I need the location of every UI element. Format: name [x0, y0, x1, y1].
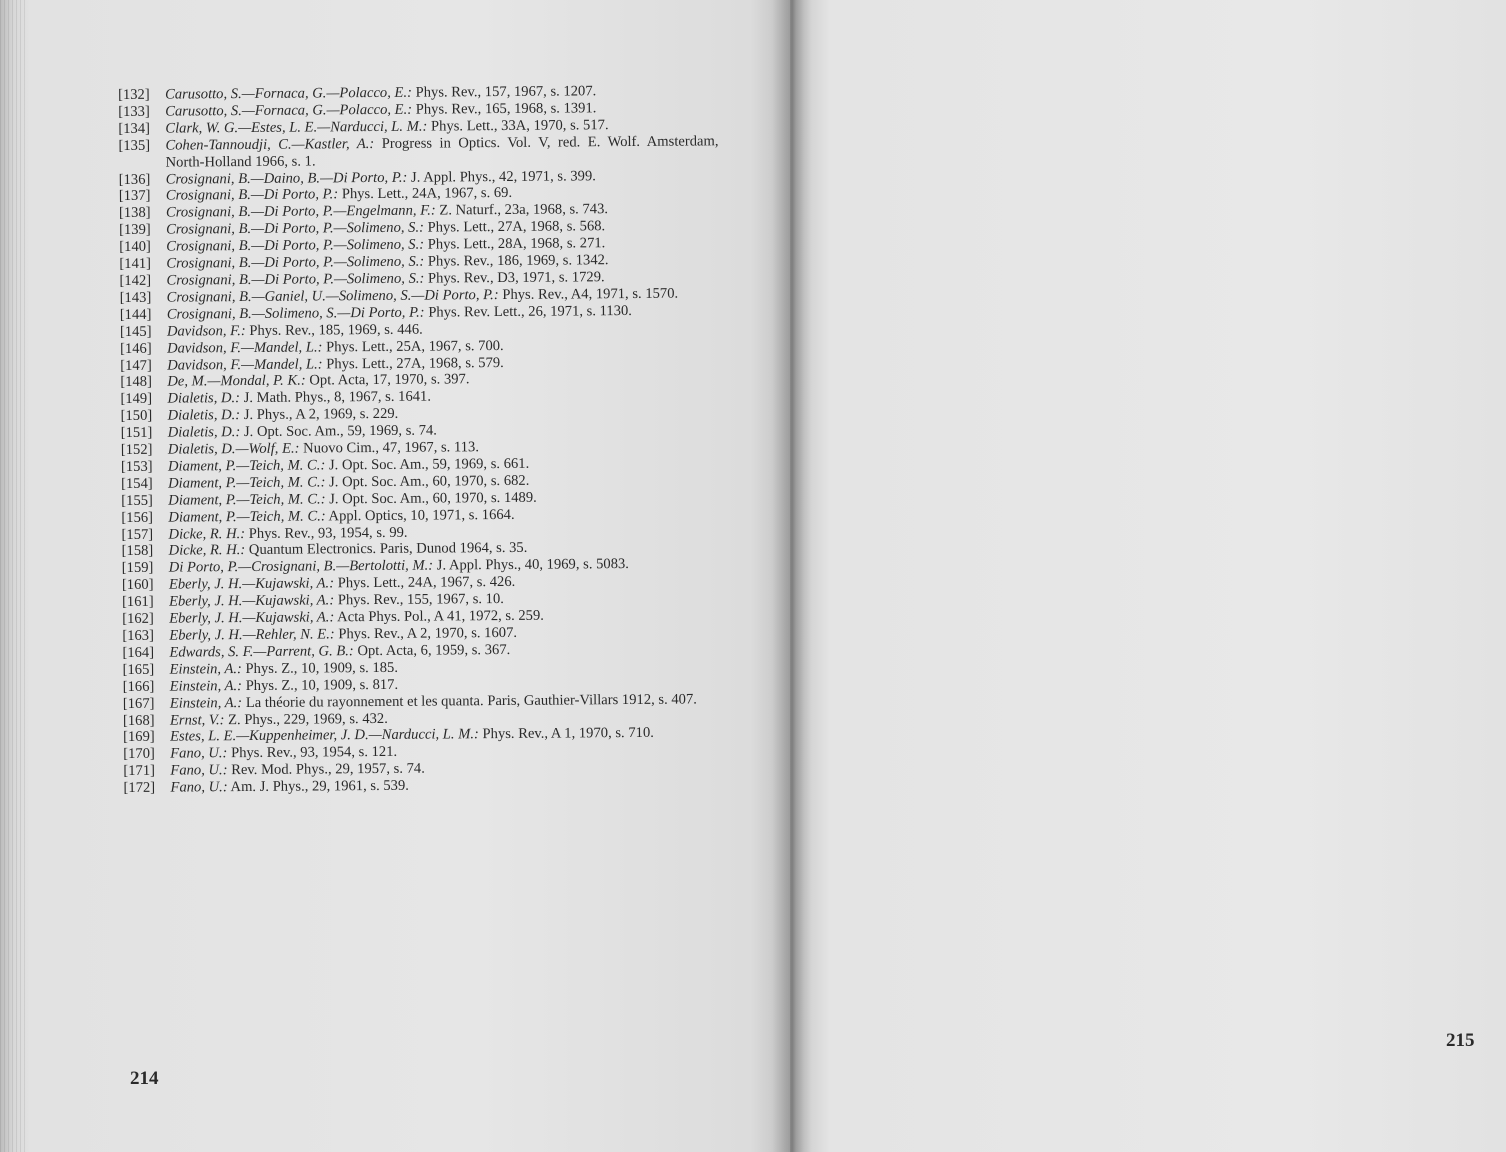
reference-source: Phys. Lett., 33A, 1970, s. 517.	[430, 116, 609, 135]
reference-authors: Fano, U.:	[170, 779, 228, 796]
page-number-left: 214	[130, 1068, 159, 1089]
reference-authors: Einstein, A.:	[169, 660, 242, 678]
reference-authors: Carusotto, S.—Fornaca, G.—Polacco, E.:	[164, 84, 412, 103]
reference-authors: Crosignani, B.—Di Porto, P.—Engelmann, F.:	[165, 202, 436, 221]
reference-authors: Diament, P.—Teich, M. C.:	[168, 474, 326, 492]
reference-number: [132]	[118, 86, 150, 103]
reference-number: [164]	[122, 644, 155, 661]
reference-authors: Fano, U.:	[170, 762, 228, 779]
reference-authors: Davidson, F.—Mandel, L.:	[166, 338, 323, 357]
reference-number: [149]	[120, 391, 153, 408]
reference-number: [147]	[120, 357, 152, 374]
reference-authors: Crosignani, B.—Daino, B.—Di Porto, P.:	[165, 169, 408, 188]
reference-source: Nuovo Cim., 47, 1967, s. 113.	[303, 439, 479, 457]
reference-number: [168]	[122, 712, 155, 729]
reference-number: [171]	[123, 762, 156, 780]
reference-source: Phys. Rev., D3, 1971, s. 1729.	[427, 269, 605, 287]
reference-source: Acta Phys. Pol., A 41, 1972, s. 259.	[337, 607, 544, 626]
reference-number: [152]	[120, 441, 153, 459]
reference-number: [141]	[119, 255, 152, 273]
reference-source: Phys. Rev., A 1, 1970, s. 710.	[482, 725, 654, 743]
reference-source: J. Phys., A 2, 1969, s. 229.	[243, 406, 399, 424]
reference-number: [170]	[123, 746, 155, 763]
reference-source: J. Opt. Soc. Am., 60, 1970, s. 1489.	[329, 489, 537, 508]
reference-authors: Crosignani, B.—Ganiel, U.—Solimeno, S.—Di Porto, P.:	[166, 286, 499, 306]
reference-authors: Diament, P.—Teich, M. C.:	[167, 457, 326, 475]
reference-source: Phys. Rev., 93, 1954, s. 121.	[230, 744, 398, 762]
reference-source: Phys. Lett., 24A, 1967, s. 426.	[337, 574, 516, 592]
reference-source: Phys. Lett., 27A, 1968, s. 568.	[427, 218, 606, 236]
reference-source: Phys. Rev., A 2, 1970, s. 1607.	[338, 624, 518, 643]
reference-number: [150]	[120, 407, 153, 425]
reference-number: [165]	[122, 661, 155, 678]
reference-authors: Fano, U.:	[170, 745, 228, 762]
reference-number: [155]	[121, 492, 153, 509]
reference-source: Quantum Electronics. Paris, Dunod 1964, s. 35.	[248, 540, 528, 559]
reference-authors: Dicke, R. H.:	[168, 525, 246, 543]
reference-authors: Di Porto, P.—Crosignani, B.—Bertolotti, M.:	[168, 557, 434, 576]
reference-number: [133]	[118, 103, 150, 120]
reference-authors: Carusotto, S.—Fornaca, G.—Polacco, E.:	[165, 101, 413, 120]
reference-source: J. Opt. Soc. Am., 60, 1970, s. 682.	[329, 472, 530, 491]
reference-authors: Crosignani, B.—Di Porto, P.—Solimeno, S.:	[166, 270, 425, 289]
reference-source: Am. J. Phys., 29, 1961, s. 539.	[230, 777, 409, 796]
reference-source: J. Math. Phys., 8, 1967, s. 1641.	[243, 388, 432, 407]
reference-authors: Eberly, J. H.—Rehler, N. E.:	[169, 626, 335, 644]
reference-source: Phys. Rev., 185, 1969, s. 446.	[249, 321, 423, 339]
reference-source: Appl. Optics, 10, 1971, s. 1664.	[328, 506, 515, 525]
reference-authors: Eberly, J. H.—Kujawski, A.:	[168, 575, 335, 593]
page-number-right: 215	[1446, 1030, 1475, 1051]
reference-authors: Davidson, F.:	[166, 322, 246, 340]
reference-number: [153]	[120, 458, 153, 475]
reference-source: Phys. Lett., 24A, 1967, s. 69.	[341, 185, 513, 203]
reference-source: Phys. Z., 10, 1909, s. 817.	[245, 676, 399, 694]
reference-source: Phys. Rev., 155, 1967, s. 10.	[337, 591, 504, 609]
reference-authors: Einstein, A.:	[169, 677, 243, 695]
reference-source: Phys. Lett., 27A, 1968, s. 579.	[326, 354, 504, 372]
reference-number: [148]	[120, 374, 153, 391]
reference-source: Phys. Rev., 186, 1969, s. 1342.	[427, 252, 609, 270]
reference-number: [163]	[122, 627, 154, 644]
reference-source: Phys. Rev., 165, 1968, s. 1391.	[415, 100, 597, 118]
reference-number: [158]	[121, 543, 154, 560]
reference-authors: Eberly, J. H.—Kujawski, A.:	[168, 592, 335, 610]
reference-authors: Clark, W. G.—Estes, L. E.—Narducci, L. M.:	[165, 118, 428, 137]
reference-list-left	[118, 82, 724, 797]
book-gutter	[772, 0, 812, 1152]
reference-source: Z. Naturf., 23a, 1968, s. 743.	[439, 201, 609, 219]
reference-source: Progress in Optics. Vol. V, red. E. Wolf. Amsterdam, North-Holland 1966, s. 1.	[165, 133, 719, 171]
reference-number: [172]	[123, 779, 156, 797]
reference-number: [143]	[119, 289, 152, 306]
reference-number: [160]	[121, 577, 154, 594]
reference-number: [134]	[118, 120, 151, 137]
reference-number: [140]	[119, 238, 151, 256]
reference-number: [161]	[121, 593, 154, 611]
reference-authors: Crosignani, B.—Di Porto, P.—Solimeno, S.:	[166, 219, 425, 238]
reference-entry	[123, 775, 723, 797]
reference-source: Opt. Acta, 6, 1959, s. 367.	[357, 641, 511, 660]
reference-source: Phys. Lett., 25A, 1967, s. 700.	[326, 337, 504, 355]
reference-authors: Crosignani, B.—Di Porto, P.—Solimeno, S.:	[166, 236, 425, 255]
reference-source: J. Appl. Phys., 42, 1971, s. 399.	[410, 167, 596, 186]
reference-source: Phys. Rev., 93, 1954, s. 99.	[248, 524, 408, 542]
reference-source: Phys. Rev., A4, 1971, s. 1570.	[502, 285, 679, 303]
reference-authors: Cohen-Tannoudji, C.—Kastler, A.:	[165, 135, 375, 154]
reference-number: [145]	[119, 323, 152, 340]
reference-authors: Dialetis, D.:	[167, 407, 241, 424]
reference-authors: Dialetis, D.—Wolf, E.:	[167, 440, 300, 458]
reference-source: Rev. Mod. Phys., 29, 1957, s. 74.	[231, 760, 425, 779]
reference-number: [169]	[123, 729, 155, 746]
reference-authors: Diament, P.—Teich, M. C.:	[168, 491, 326, 509]
reference-number: [151]	[120, 424, 153, 442]
reference-number: [139]	[119, 221, 151, 239]
reference-source: J. Appl. Phys., 40, 1969, s. 5083.	[436, 556, 629, 574]
reference-number: [167]	[122, 695, 155, 712]
reference-authors: Dialetis, D.:	[167, 424, 241, 441]
reference-number: [154]	[121, 475, 153, 492]
reference-authors: Diament, P.—Teich, M. C.:	[168, 508, 326, 526]
reference-source: J. Opt. Soc. Am., 59, 1969, s. 661.	[328, 455, 530, 474]
reference-number: [142]	[119, 272, 152, 289]
reference-number: [146]	[119, 340, 152, 357]
reference-number: [156]	[121, 509, 154, 526]
right-page	[790, 0, 1506, 1152]
reference-authors: Ernst, V.:	[169, 711, 225, 729]
page-edge	[0, 0, 26, 1152]
reference-source: Phys. Lett., 28A, 1968, s. 271.	[427, 235, 606, 253]
reference-authors: Estes, L. E.—Kuppenheimer, J. D.—Narducci, L. M.:	[170, 726, 479, 746]
reference-authors: Crosignani, B.—Di Porto, P.—Solimeno, S.:	[166, 253, 425, 272]
reference-source: Opt. Acta, 17, 1970, s. 397.	[309, 371, 470, 389]
reference-source: Phys. Rev. Lett., 26, 1971, s. 1130.	[428, 302, 632, 321]
reference-number: [135]	[118, 137, 151, 154]
reference-number: [162]	[122, 610, 154, 628]
reference-number: [138]	[118, 205, 151, 222]
reference-source: Phys. Z., 10, 1909, s. 185.	[245, 659, 399, 677]
reference-number: [166]	[122, 678, 155, 695]
reference-source: J. Opt. Soc. Am., 59, 1969, s. 74.	[243, 422, 437, 441]
reference-authors: Dicke, R. H.:	[168, 542, 246, 560]
reference-authors: Dialetis, D.:	[167, 390, 241, 407]
reference-number: [144]	[119, 306, 152, 323]
reference-source: Phys. Rev., 157, 1967, s. 1207.	[415, 83, 597, 101]
reference-number: [159]	[121, 560, 154, 577]
reference-authors: Edwards, S. F.—Parrent, G. B.:	[169, 643, 354, 661]
reference-entry	[118, 133, 718, 172]
reference-number: [157]	[121, 526, 154, 543]
reference-authors: Einstein, A.:	[169, 694, 243, 712]
reference-authors: De, M.—Mondal, P. K.:	[167, 372, 306, 391]
reference-source: Z. Phys., 229, 1969, s. 432.	[228, 710, 388, 728]
reference-source: La théorie du rayonnement et les quanta. Paris, Gauthier-Villars 1912, s. 407.	[245, 691, 697, 711]
reference-number: [137]	[118, 188, 151, 205]
reference-authors: Crosignani, B.—Solimeno, S.—Di Porto, P.:	[166, 304, 425, 323]
reference-number: [136]	[118, 171, 151, 188]
reference-authors: Eberly, J. H.—Kujawski, A.:	[169, 609, 335, 627]
reference-authors: Davidson, F.—Mandel, L.:	[167, 355, 323, 374]
reference-authors: Crosignani, B.—Di Porto, P.:	[165, 186, 339, 205]
